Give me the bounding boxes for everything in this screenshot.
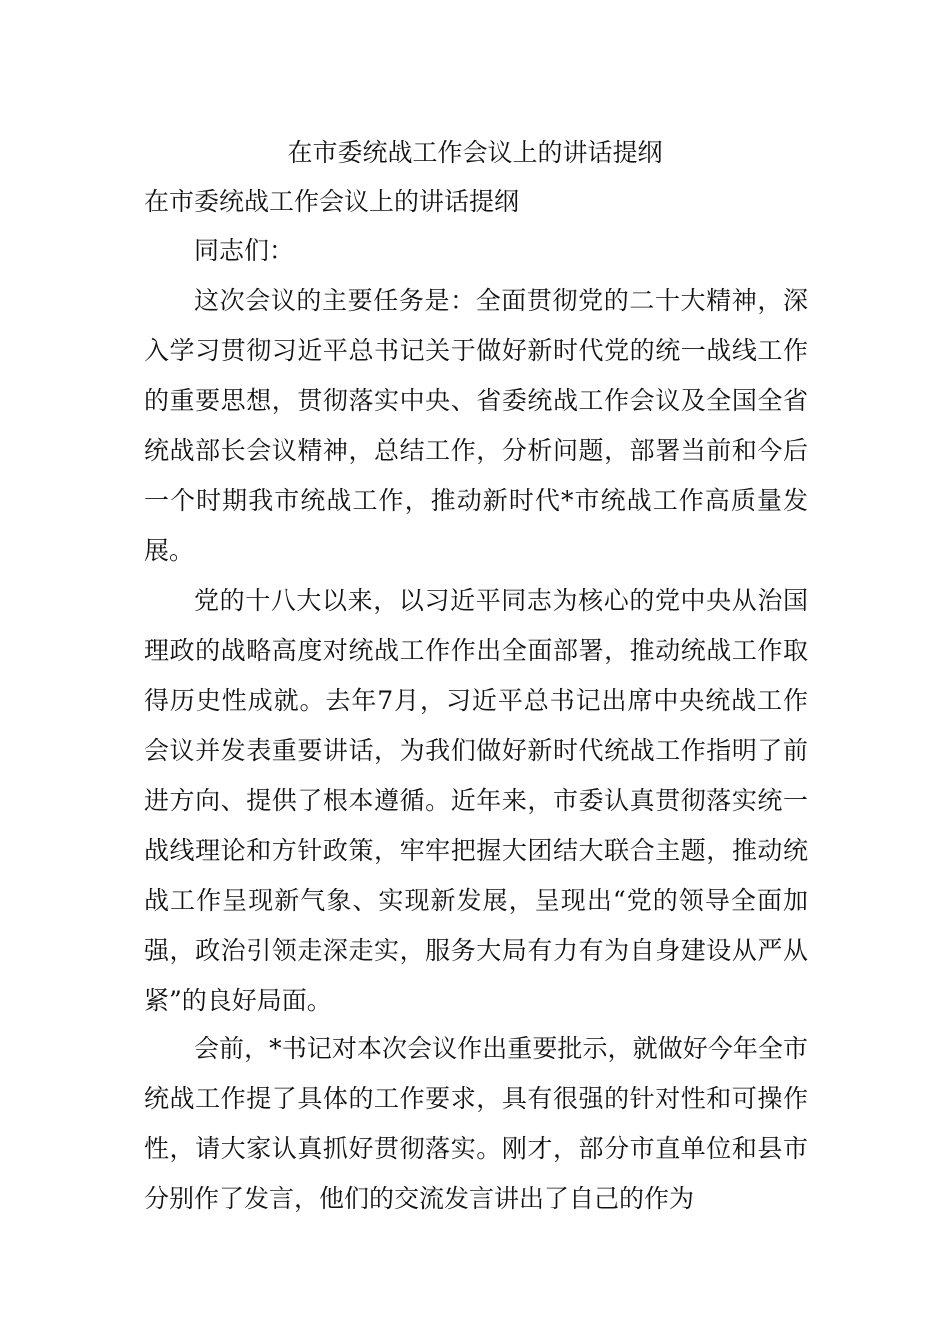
paragraph-instructions: 会前，*书记对本次会议作出重要批示，就做好今年全市统战工作提了具体的工作要求，具有很强的针对性和可操作性，请大家认真抓好贯彻落实。刚才，部分市直单位和县市分别作了发言，他们的交流发言讲出了自己的作为	[144, 1034, 808, 1213]
document-title-left: 在市委统战工作会议上的讲话提纲	[144, 187, 520, 216]
paragraph-achievements: 党的十八大以来，以习近平同志为核心的党中央从治国理政的战略高度对统战工作作出全面部署，推动统战工作取得历史性成就。去年7月，习近平总书记出席中央统战工作会议并发表重要讲话，为我们做好新时代统战工作指明了前进方向、提供了根本遵循。近年来，市委认真贯彻落实统一战线理论和方针政策，牢牢把握大团结大联合主题，推动统战工作呈现新气象、实现新发展，呈现出“党的领导全面加强，政治引领走深走实，服务大局有力有为自身建设从严从紧”的良好局面。	[144, 586, 808, 1015]
paragraph-meeting-tasks: 这次会议的主要任务是：全面贯彻党的二十大精神，深入学习贯彻习近平总书记关于做好新时代党的统一战线工作的重要思想，贯彻落实中央、省委统战工作会议及全国全省统战部长会议精神，总结工作，分析问题，部署当前和今后一个时期我市统战工作，推动新时代*市统战工作高质量发展。	[144, 286, 808, 565]
document-title-centered: 在市委统战工作会议上的讲话提纲	[287, 138, 663, 167]
greeting-text: 同志们：	[194, 236, 295, 265]
